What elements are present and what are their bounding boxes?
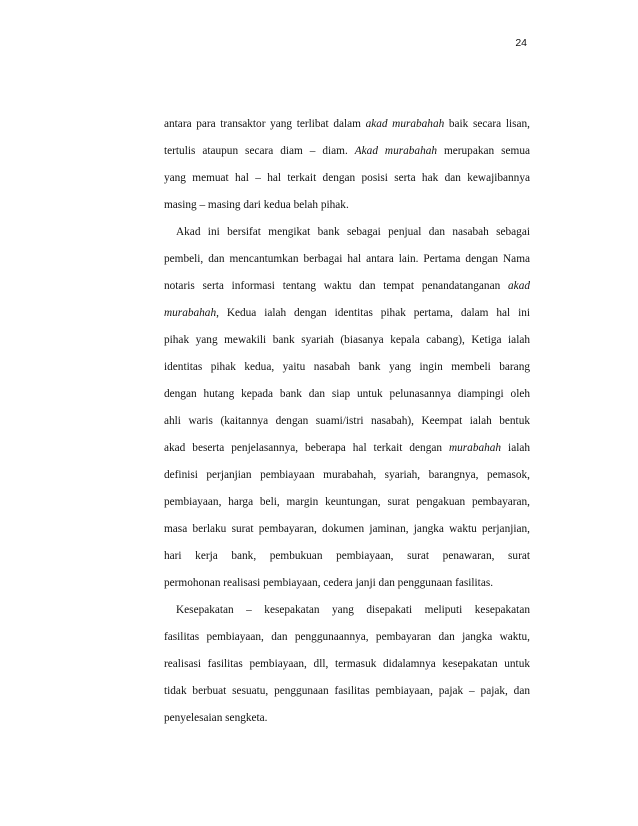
text-line <box>164 192 530 219</box>
text-line <box>164 516 530 543</box>
text-segment: ialah <box>501 442 530 454</box>
italic-term: Akad murabahah <box>354 145 438 157</box>
text-line <box>164 300 530 327</box>
text-segment: masing – masing dari kedua belah pihak. <box>164 199 349 211</box>
text-line <box>164 111 530 138</box>
text-segment: tidak berbuat sesuatu, penggunaan fasilitas pembiayaan, pajak – pajak, dan <box>164 685 530 697</box>
page-number: 24 <box>515 37 527 49</box>
text-line <box>164 597 530 624</box>
text-segment: notaris serta informasi tentang waktu dan tempat penandatanganan <box>164 280 509 292</box>
text-segment: masa berlaku surat pembayaran, dokumen jaminan, jangka waktu perjanjian, <box>164 523 530 535</box>
text-segment: Kesepakatan – kesepakatan yang disepakati meliputi kesepakatan <box>176 604 530 616</box>
text-segment: yang memuat hal – hal terkait dengan posisi serta hak dan kewajibannya <box>164 172 530 184</box>
text-segment: akad beserta penjelasannya, beberapa hal terkait dengan <box>164 442 449 454</box>
text-segment: ahli waris (kaitannya dengan suami/istri nasabah), Keempat ialah bentuk <box>164 415 530 427</box>
text-line <box>164 138 530 165</box>
text-segment: baik secara lisan, <box>444 118 530 130</box>
text-line <box>164 462 530 489</box>
italic-term: akad <box>508 280 530 292</box>
text-line <box>164 651 530 678</box>
text-segment: , Kedua ialah dengan identitas pihak pertama, dalam hal ini <box>216 307 530 319</box>
text-line <box>164 489 530 516</box>
text-line <box>164 570 530 597</box>
text-line <box>164 435 530 462</box>
italic-term: murabahah <box>448 442 502 454</box>
text-segment: identitas pihak kedua, yaitu nasabah bank yang ingin membeli barang <box>164 361 530 373</box>
text-line <box>164 219 530 246</box>
body-text <box>164 111 530 732</box>
text-line <box>164 246 530 273</box>
text-segment: dengan hutang kepada bank dan siap untuk pelunasannya diampingi oleh <box>164 388 530 400</box>
text-segment: pihak yang mewakili bank syariah (biasanya kepala cabang), Ketiga ialah <box>164 334 530 346</box>
text-line <box>164 165 530 192</box>
text-segment: hari kerja bank, pembukuan pembiayaan, surat penawaran, surat <box>164 550 530 562</box>
text-segment: antara para transaktor yang terlibat dalam <box>164 118 366 130</box>
text-line <box>164 624 530 651</box>
italic-term: murabahah <box>164 307 217 319</box>
text-segment: merupakan semua <box>437 145 530 157</box>
text-segment: fasilitas pembiayaan, dan penggunaannya, pembayaran dan jangka waktu, <box>164 631 530 643</box>
text-line <box>164 354 530 381</box>
text-segment: pembiayaan, harga beli, margin keuntungan, surat pengakuan pembayaran, <box>164 496 530 508</box>
text-segment: pembeli, dan mencantumkan berbagai hal antara lain. Pertama dengan Nama <box>164 253 530 265</box>
text-segment: definisi perjanjian pembiayaan murabahah, syariah, barangnya, pemasok, <box>164 469 530 481</box>
text-segment: tertulis ataupun secara diam – diam. <box>164 145 355 157</box>
text-segment: Akad ini bersifat mengikat bank sebagai penjual dan nasabah sebagai <box>176 226 530 238</box>
text-line <box>164 327 530 354</box>
text-line <box>164 273 530 300</box>
text-segment: permohonan realisasi pembiayaan, cedera janji dan penggunaan fasilitas. <box>164 577 494 589</box>
text-line <box>164 381 530 408</box>
text-line <box>164 678 530 705</box>
text-line <box>164 705 530 732</box>
text-line <box>164 408 530 435</box>
text-segment: penyelesaian sengketa. <box>164 712 268 724</box>
text-segment: realisasi fasilitas pembiayaan, dll, termasuk didalamnya kesepakatan untuk <box>164 658 530 670</box>
italic-term: akad murabahah <box>365 118 445 130</box>
text-line <box>164 543 530 570</box>
